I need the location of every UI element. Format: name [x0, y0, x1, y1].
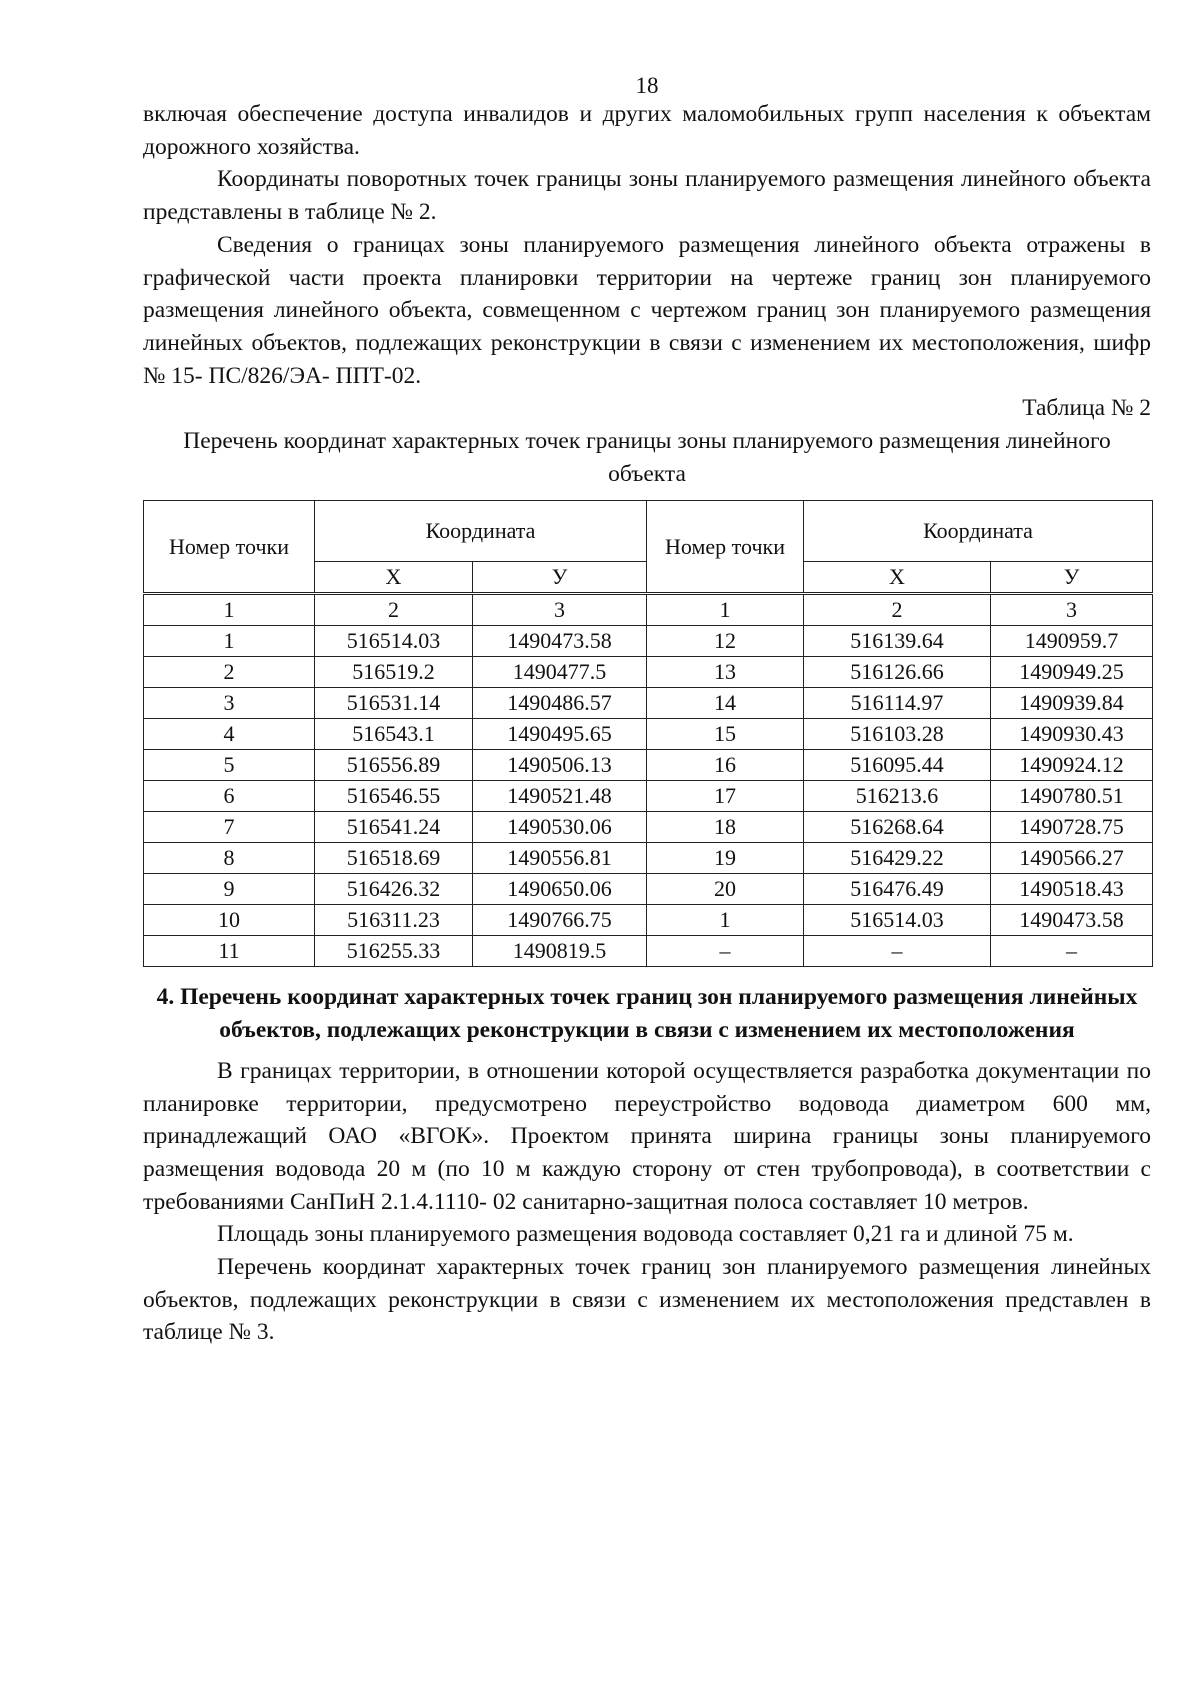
- table-cell: 5: [144, 750, 315, 781]
- table-cell: 17: [647, 781, 804, 812]
- table-cell: 15: [647, 719, 804, 750]
- table-cell: 516556.89: [315, 750, 473, 781]
- paragraph-boundaries-info: Сведения о границах зоны планируемого размещения линейного объекта отражены в графической части проекта планировки территории на чертеже границ зон планируемого размещения линейного объекта, совмещенном с чертежом границ зон планируемого размещения линейных объектов, подлежащих реконструкции в связи с изменением их местоположения, шифр № 15- ПС/826/ЭА- ППТ-02.: [143, 231, 1151, 389]
- column-number-cell: 3: [991, 594, 1153, 626]
- table-row: [144, 874, 1153, 905]
- column-number-cell: 3: [473, 594, 647, 626]
- header-x-left: X: [315, 562, 473, 594]
- table-header-row: [144, 501, 1153, 562]
- table-cell: 1490506.13: [473, 750, 647, 781]
- table-label: Таблица № 2: [1022, 395, 1151, 422]
- table-row: [144, 657, 1153, 688]
- table-cell: 516126.66: [804, 657, 991, 688]
- paragraph-intro: включая обеспечение доступа инвалидов и других маломобильных групп населения к объектам дорожного хозяйства.: [143, 101, 1151, 160]
- table-cell: 516255.33: [315, 936, 473, 967]
- table-cell: 516514.03: [804, 905, 991, 936]
- table-cell: 1: [144, 626, 315, 657]
- table-row: [144, 905, 1153, 936]
- header-point-number-right: Номер точки: [647, 501, 804, 594]
- table-cell: 9: [144, 874, 315, 905]
- table-cell: 516546.55: [315, 781, 473, 812]
- table-cell: 516426.32: [315, 874, 473, 905]
- table-cell: 1490939.84: [991, 688, 1153, 719]
- table-cell: 1490930.43: [991, 719, 1153, 750]
- table-cell: 516543.1: [315, 719, 473, 750]
- table-cell: 1490473.58: [991, 905, 1153, 936]
- table-cell: 2: [144, 657, 315, 688]
- paragraph-coordinates-ref: Координаты поворотных точек границы зоны планируемого размещения линейного объекта представлены в таблице № 2.: [143, 166, 1151, 226]
- table-cell: –: [804, 936, 991, 967]
- table-row: [144, 843, 1153, 874]
- table-row: [144, 781, 1153, 812]
- table-cell: 19: [647, 843, 804, 874]
- table-row: [144, 812, 1153, 843]
- header-point-number-left: Номер точки: [144, 501, 315, 594]
- column-number-cell: 1: [144, 594, 315, 626]
- table-row: [144, 688, 1153, 719]
- table-cell: 516476.49: [804, 874, 991, 905]
- table-cell: 1490728.75: [991, 812, 1153, 843]
- table-cell: 516213.6: [804, 781, 991, 812]
- table-cell: 3: [144, 688, 315, 719]
- table-cell: 516103.28: [804, 719, 991, 750]
- table-cell: 11: [144, 936, 315, 967]
- table-cell: 7: [144, 812, 315, 843]
- table-cell: 13: [647, 657, 804, 688]
- table-cell: 516518.69: [315, 843, 473, 874]
- table-cell: –: [991, 936, 1153, 967]
- table-cell: 4: [144, 719, 315, 750]
- table-row: [144, 750, 1153, 781]
- table-cell: 1490521.48: [473, 781, 647, 812]
- page-number: 18: [635, 73, 659, 98]
- table-cell: 6: [144, 781, 315, 812]
- column-number-cell: 2: [804, 594, 991, 626]
- table-cell: 516268.64: [804, 812, 991, 843]
- section-heading: 4. Перечень координат характерных точек границ зон планируемого размещения линейных объектов, подлежащих реконструкции в связи с изменением их местоположения: [156, 984, 1138, 1044]
- table-cell: 1490566.27: [991, 843, 1153, 874]
- coordinates-table: [143, 500, 1153, 967]
- table-row: [144, 719, 1153, 750]
- table-cell: 1490486.57: [473, 688, 647, 719]
- table-cell: 516311.23: [315, 905, 473, 936]
- table-cell: 20: [647, 874, 804, 905]
- table-cell: 14: [647, 688, 804, 719]
- column-number-cell: 1: [647, 594, 804, 626]
- table-cell: 10: [144, 905, 315, 936]
- table-cell: 1490949.25: [991, 657, 1153, 688]
- header-coordinate-right: Координата: [804, 501, 1153, 562]
- table-cell: –: [647, 936, 804, 967]
- table-cell: 1: [647, 905, 804, 936]
- header-y-left: У: [473, 562, 647, 594]
- table-cell: 1490650.06: [473, 874, 647, 905]
- header-coordinate-left: Координата: [315, 501, 647, 562]
- table-cell: 516429.22: [804, 843, 991, 874]
- table-cell: 516139.64: [804, 626, 991, 657]
- paragraph-table3-ref: Перечень координат характерных точек границ зон планируемого размещения линейных объектов, подлежащих реконструкции в связи с изменением их местоположения представлен в таблице № 3.: [143, 1254, 1151, 1346]
- table-cell: 12: [647, 626, 804, 657]
- table-cell: 1490819.5: [473, 936, 647, 967]
- table-cell: 1490473.58: [473, 626, 647, 657]
- header-x-right: X: [804, 562, 991, 594]
- table-cell: 1490924.12: [991, 750, 1153, 781]
- paragraph-water-pipe: В границах территории, в отношении которой осуществляется разработка документации по планировке территории, предусмотрено переустройство водовода диаметром 600 мм, принадлежащий ОАО «ВГОК». Проектом принята ширина границы зоны планируемого размещения водовода 20 м (по 10 м каждую сторону от стен трубопровода), в соответствии с требованиями СанПиН 2.1.4.1110- 02 санитарно-защитная полоса составляет 10 метров.: [143, 1057, 1151, 1215]
- table-cell: 516114.97: [804, 688, 991, 719]
- table-cell: 16: [647, 750, 804, 781]
- table-cell: 516531.14: [315, 688, 473, 719]
- table-cell: 1490959.7: [991, 626, 1153, 657]
- column-number-cell: 2: [315, 594, 473, 626]
- column-number-row: [144, 594, 1153, 626]
- table-cell: 1490518.43: [991, 874, 1153, 905]
- table-row: [144, 626, 1153, 657]
- table-cell: 516541.24: [315, 812, 473, 843]
- table-caption: Перечень координат характерных точек границы зоны планируемого размещения линейного объекта: [183, 428, 1111, 487]
- table-cell: 1490780.51: [991, 781, 1153, 812]
- header-y-right: У: [991, 562, 1153, 594]
- table-cell: 516514.03: [315, 626, 473, 657]
- table-cell: 1490530.06: [473, 812, 647, 843]
- table-cell: 516095.44: [804, 750, 991, 781]
- paragraph-area: Площадь зоны планируемого размещения водовода составляет 0,21 га и длиной 75 м.: [217, 1221, 1074, 1248]
- table-cell: 1490495.65: [473, 719, 647, 750]
- table-row: [144, 936, 1153, 967]
- document-page: [143, 70, 1151, 1349]
- table-cell: 1490556.81: [473, 843, 647, 874]
- table-cell: 1490766.75: [473, 905, 647, 936]
- table-cell: 18: [647, 812, 804, 843]
- table-cell: 8: [144, 843, 315, 874]
- table-cell: 1490477.5: [473, 657, 647, 688]
- table-cell: 516519.2: [315, 657, 473, 688]
